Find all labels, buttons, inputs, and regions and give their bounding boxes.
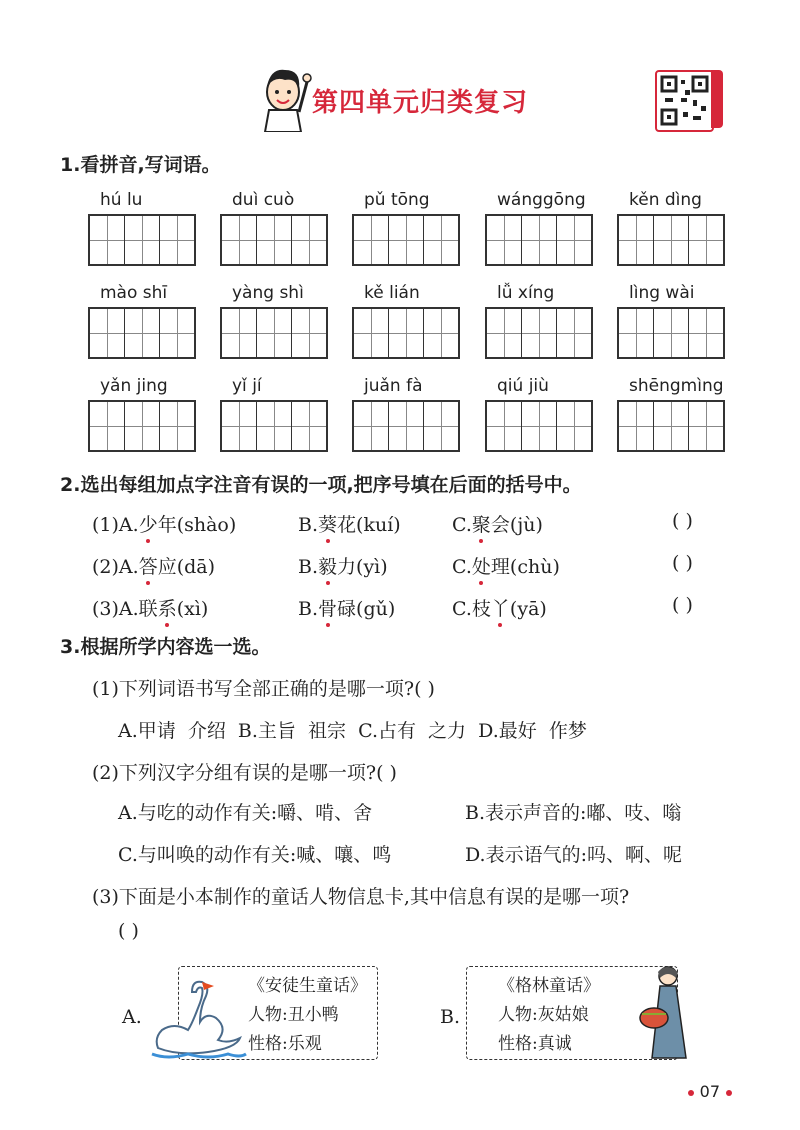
card-b-trait: 性格:真诚 — [498, 1034, 572, 1054]
writing-grid[interactable] — [88, 214, 196, 266]
q3-3-answer-paren[interactable]: ( ) — [118, 920, 139, 942]
q2-2-answer-paren[interactable]: ( ) — [672, 552, 693, 574]
pinyin-label: hú lu — [100, 190, 143, 210]
pinyin-label: wánggōng — [497, 190, 586, 210]
dot-icon — [726, 1090, 732, 1096]
writing-cell[interactable] — [487, 309, 522, 357]
writing-grid[interactable] — [88, 307, 196, 359]
qr-tag — [711, 70, 723, 128]
pinyin-label: juǎn fà — [364, 376, 423, 396]
pinyin-label: kěn dìng — [629, 190, 702, 210]
writing-cell[interactable] — [354, 402, 389, 450]
q3-label: 3.根据所学内容选一选。 — [60, 636, 271, 658]
writing-cell[interactable] — [689, 309, 723, 357]
writing-cell[interactable] — [424, 216, 458, 264]
pinyin-label: qiú jiù — [497, 376, 549, 396]
pinyin-label: yǐ jí — [232, 376, 262, 396]
writing-grid[interactable] — [352, 214, 460, 266]
q3-2-option-d: D.表示语气的:吗、啊、呢 — [465, 844, 682, 866]
cinderella-icon — [636, 962, 694, 1062]
writing-cell[interactable] — [654, 216, 689, 264]
writing-cell[interactable] — [619, 216, 654, 264]
q2-2-option-a: (2)A.答应(dā) — [92, 556, 216, 578]
writing-cell[interactable] — [125, 402, 160, 450]
writing-cell[interactable] — [522, 216, 557, 264]
writing-cell[interactable] — [557, 309, 591, 357]
writing-cell[interactable] — [222, 216, 257, 264]
writing-cell[interactable] — [292, 309, 326, 357]
writing-cell[interactable] — [522, 402, 557, 450]
writing-cell[interactable] — [90, 216, 125, 264]
cartoon-boy-icon — [255, 62, 315, 132]
q3-2-question: (2)下列汉字分组有误的是哪一项?( ) — [92, 762, 397, 784]
writing-cell[interactable] — [292, 402, 326, 450]
writing-cell[interactable] — [424, 402, 458, 450]
writing-cell[interactable] — [557, 402, 591, 450]
q3-1-options: A.甲请 介绍 B.主旨 祖宗 C.占有 之力 D.最好 作梦 — [118, 720, 587, 742]
writing-grid[interactable] — [352, 307, 460, 359]
pinyin-label: kě lián — [364, 283, 420, 303]
card-a-person: 人物:丑小鸭 — [248, 1005, 339, 1025]
writing-cell[interactable] — [160, 309, 194, 357]
writing-grid[interactable] — [617, 214, 725, 266]
writing-cell[interactable] — [292, 216, 326, 264]
writing-grid[interactable] — [485, 307, 593, 359]
writing-cell[interactable] — [689, 216, 723, 264]
writing-cell[interactable] — [557, 216, 591, 264]
writing-cell[interactable] — [90, 309, 125, 357]
pinyin-label: mào shī — [100, 283, 168, 303]
q1-label: 1.看拼音,写词语。 — [60, 154, 221, 176]
page-number — [682, 1082, 738, 1101]
card-a-letter: A. — [122, 1006, 142, 1028]
writing-cell[interactable] — [389, 216, 424, 264]
writing-grid[interactable] — [220, 307, 328, 359]
card-b-letter: B. — [440, 1006, 461, 1028]
swan-icon — [148, 978, 248, 1060]
writing-cell[interactable] — [354, 309, 389, 357]
q2-1-option-a: (1)A.少年(shào) — [92, 514, 237, 536]
q3-1-question: (1)下列词语书写全部正确的是哪一项?( ) — [92, 678, 435, 700]
pinyin-label: lǚ xíng — [497, 283, 555, 303]
writing-cell[interactable] — [619, 402, 654, 450]
q2-label: 2.选出每组加点字注音有误的一项,把序号填在后面的括号中。 — [60, 474, 582, 496]
page-title: 第四单元归类复习 — [312, 88, 529, 118]
dot-icon — [688, 1090, 694, 1096]
writing-cell[interactable] — [654, 402, 689, 450]
writing-cell[interactable] — [389, 402, 424, 450]
writing-grid[interactable] — [220, 400, 328, 452]
writing-cell[interactable] — [257, 309, 292, 357]
q2-3-option-c: C.枝丫(yā) — [452, 598, 547, 620]
pinyin-label: pǔ tōng — [364, 190, 430, 210]
writing-cell[interactable] — [389, 309, 424, 357]
q2-1-option-b: B.葵花(kuí) — [298, 514, 401, 536]
q2-3-option-b: B.骨碌(gǔ) — [298, 598, 396, 620]
pinyin-label: duì cuò — [232, 190, 295, 210]
pinyin-label: yàng shì — [232, 283, 304, 303]
writing-cell[interactable] — [160, 402, 194, 450]
writing-cell[interactable] — [125, 216, 160, 264]
card-a-trait: 性格:乐观 — [248, 1034, 322, 1054]
writing-grid[interactable] — [352, 400, 460, 452]
writing-cell[interactable] — [354, 216, 389, 264]
q2-1-option-c: C.聚会(jù) — [452, 514, 543, 536]
writing-cell[interactable] — [257, 402, 292, 450]
writing-cell[interactable] — [424, 309, 458, 357]
card-b-book: 《格林童话》 — [498, 976, 600, 996]
writing-cell[interactable] — [487, 402, 522, 450]
writing-cell[interactable] — [125, 309, 160, 357]
q2-2-option-c: C.处理(chù) — [452, 556, 560, 578]
q2-3-option-a: (3)A.联系(xì) — [92, 598, 209, 620]
q3-3-question: (3)下面是小本制作的童话人物信息卡,其中信息有误的是哪一项? — [92, 886, 630, 908]
writing-cell[interactable] — [257, 216, 292, 264]
writing-cell[interactable] — [160, 216, 194, 264]
writing-cell[interactable] — [222, 402, 257, 450]
writing-grid[interactable] — [485, 400, 593, 452]
writing-cell[interactable] — [522, 309, 557, 357]
pinyin-label: shēngmìng — [629, 376, 724, 396]
page-number-text: 07 — [699, 1082, 720, 1101]
writing-cell[interactable] — [487, 216, 522, 264]
writing-grid[interactable] — [220, 214, 328, 266]
writing-grid[interactable] — [88, 400, 196, 452]
q3-2-option-b: B.表示声音的:嘟、吱、嗡 — [465, 802, 682, 824]
writing-grid[interactable] — [485, 214, 593, 266]
card-a-book: 《安徒生童话》 — [248, 976, 367, 996]
writing-cell[interactable] — [689, 402, 723, 450]
q2-3-answer-paren[interactable]: ( ) — [672, 594, 693, 616]
card-b-person: 人物:灰姑娘 — [498, 1005, 589, 1025]
writing-cell[interactable] — [654, 309, 689, 357]
q3-2-option-a: A.与吃的动作有关:嚼、啃、舍 — [118, 802, 373, 824]
writing-grid[interactable] — [617, 307, 725, 359]
pinyin-label: yǎn jing — [100, 376, 168, 396]
q2-2-option-b: B.毅力(yì) — [298, 556, 388, 578]
writing-cell[interactable] — [90, 402, 125, 450]
writing-grid[interactable] — [617, 400, 725, 452]
writing-cell[interactable] — [619, 309, 654, 357]
q2-1-answer-paren[interactable]: ( ) — [672, 510, 693, 532]
writing-cell[interactable] — [222, 309, 257, 357]
qr-code-icon — [655, 70, 714, 132]
q3-2-option-c: C.与叫唤的动作有关:喊、嚷、鸣 — [118, 844, 392, 866]
pinyin-label: lìng wài — [629, 283, 695, 303]
